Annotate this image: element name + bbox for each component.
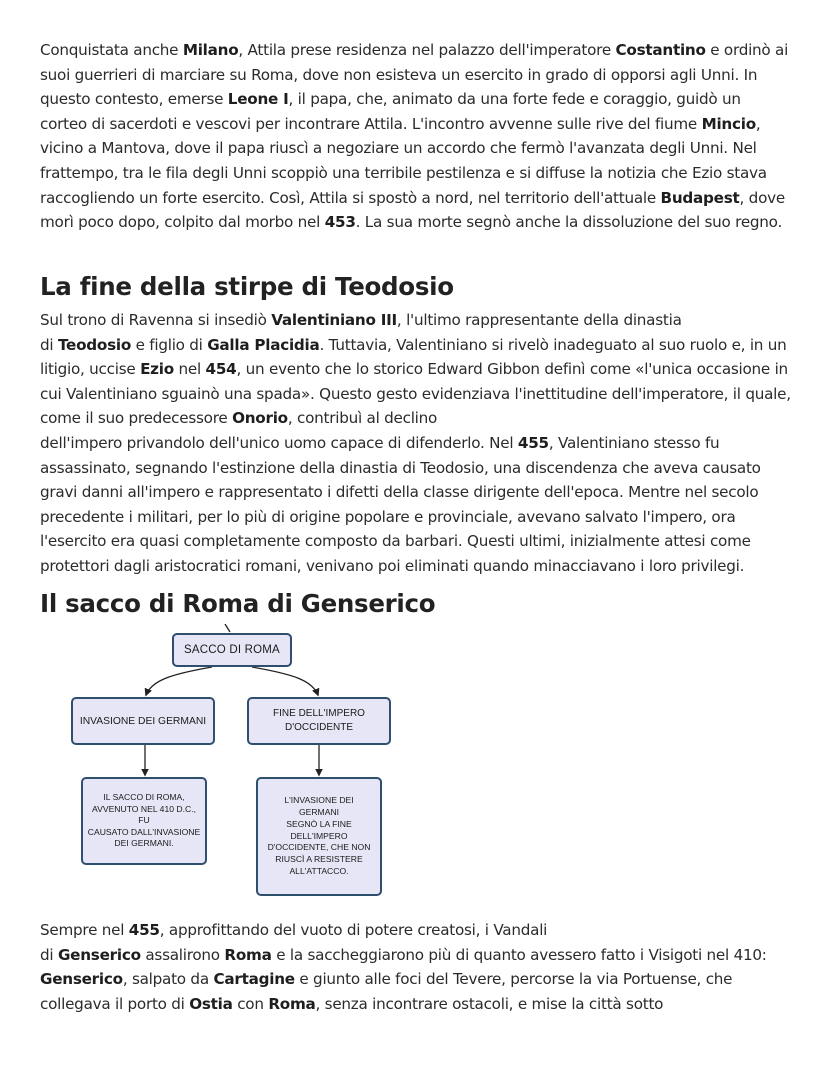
bold-term: 453 [324, 213, 356, 232]
node-sacco-di-roma [172, 633, 292, 667]
node-label-line: FINE DELL'IMPERO [273, 708, 365, 719]
bold-term: Leone I [227, 90, 289, 109]
bold-term: Galla Placidia [207, 335, 320, 354]
bold-term: Valentiniano III [271, 311, 397, 329]
bold-term: 454 [205, 360, 237, 379]
node-label: SACCO DI ROMA [184, 644, 280, 656]
heading-fine-stirpe-teodosio: La fine della stirpe di Teodosio [40, 272, 454, 301]
connector-top-left [146, 667, 212, 695]
bold-term: 455 [517, 433, 549, 452]
node-label-line: ALL'ATTACCO. [289, 865, 349, 876]
bold-term: Genserico [40, 970, 123, 989]
bold-term: Ostia [189, 994, 233, 1013]
node-invasione-dei-germani [71, 697, 215, 745]
bold-term: Roma [268, 994, 316, 1013]
node-label-line: D'OCCIDENTE, CHE NON [267, 842, 371, 853]
concept-map-diagram [62, 624, 400, 905]
bold-term: Onorio [232, 409, 288, 428]
node-label-line: IL SACCO DI ROMA, [103, 792, 185, 803]
paragraph-genserico: Sempre nel 455, approfittando del vuoto di potere creatosi, i Vandali di Genserico assalirono Roma e la saccheggiarono più di quanto avessero fatto i Visigoti nel 410: Genserico, salpato da Cartagine e giunto alle foci del Tevere, percorse la via Portuense, che collegava il porto di Ostia con Roma, senza incontrare ostacoli, e mise la città sotto [40, 921, 767, 1013]
bold-term: Cartagine [213, 970, 295, 989]
node-label: INVASIONE DEI GERMANI [79, 715, 207, 727]
node-label-line: CAUSATO DALL'INVASIONE [87, 826, 201, 837]
node-fine-impero-occidente [247, 697, 391, 745]
bold-term: Roma [224, 945, 272, 964]
paragraph-attila: Conquistata anche Milano, Attila prese residenza nel palazzo dell'imperatore Costantino e ordinò ai suoi guerrieri di marciare su Roma, dove non esisteva un esercito in grado di opporsi agli Unni. In questo contesto, emerse Leone I, il papa, che, animato da una forte fede e coraggio, guidò un corteo di sacerdoti e vescovi per incontrare Attila. L'incontro avvenne sulle rive del fiume Mincio, vicino a Mantova, dove il papa riuscì a negoziare un accordo che fermò l'avanzata degli Unni. Nel frattempo, tra le fila degli Unni scoppiò una terribile pestilenza e si diffuse la notizia che Ezio stava raccogliendo un forte esercito. Così, Attila si spostò a nord, nel territorio dell'attuale Budapest, dove morì poco dopo, colpito dal morbo nel 453. La sua morte segnò anche la dissoluzione del suo regno. [40, 41, 789, 232]
node-label-line: AVVENUTO NEL 410 D.C., FU [92, 803, 196, 826]
node-label-line: DEI GERMANI. [114, 838, 174, 849]
node-leaf-sacco-410 [81, 777, 207, 865]
bold-term: Genserico [57, 945, 141, 964]
node-label-line: RIUSCÌ A RESISTERE [275, 854, 363, 865]
paragraph-valentiniano: Sul trono di Ravenna si insediò Valentiniano III, l'ultimo rappresentante della dinastia di Teodosio e figlio di Galla Placidia. Tuttavia, Valentiniano si rivelò inadeguato al suo ruolo e, in un litigio, uccise Ezio nel 454, un evento che lo storico Edward Gibbon definì come «l'unica occasione in cui Valentiniano sguainò una spada». Questo gesto evidenziava l'inettitudine dell'imperatore, il quale, come il suo predecessore Onorio, contribuì al declino dell'impero privandolo dell'unico uomo capace di difenderlo. Nel 455, Valentiniano stesso fu assassinato, segnando l'estinzione della dinastia di Teodosio, una discendenza che aveva causato gravi danni all'impero e rappresentato i difetti della classe dirigente dell'epoca. Mentre nel secolo precedente i militari, per lo più di origine popolare e provinciale, avevano salvato l'impero, ora l'esercito era quasi completamente composto da barbari. Questi ultimi, inizialmente attesi come protettori dagli aristocratici romani, venivano poi eliminati quando minacciavano i loro privilegi. [40, 311, 791, 575]
node-label-line: DELL'IMPERO [290, 830, 348, 841]
heading-sacco-di-roma: Il sacco di Roma di Genserico [40, 589, 436, 618]
bold-term: Budapest [660, 188, 740, 207]
bold-term: Milano [182, 41, 239, 59]
bold-term: Ezio [140, 360, 174, 379]
node-label-line: SEGNÒ LA FINE [286, 818, 352, 829]
node-leaf-fine-impero [256, 777, 382, 896]
bold-term: Costantino [615, 41, 706, 59]
connector-incoming [225, 624, 230, 632]
bold-term: Teodosio [57, 335, 132, 354]
connector-top-right [252, 667, 318, 695]
node-label-line: L'INVASIONE DEI GERMANI [284, 795, 354, 817]
bold-term: 455 [128, 921, 160, 939]
node-label-line: D'OCCIDENTE [284, 722, 354, 733]
bold-term: Mincio [701, 114, 756, 133]
